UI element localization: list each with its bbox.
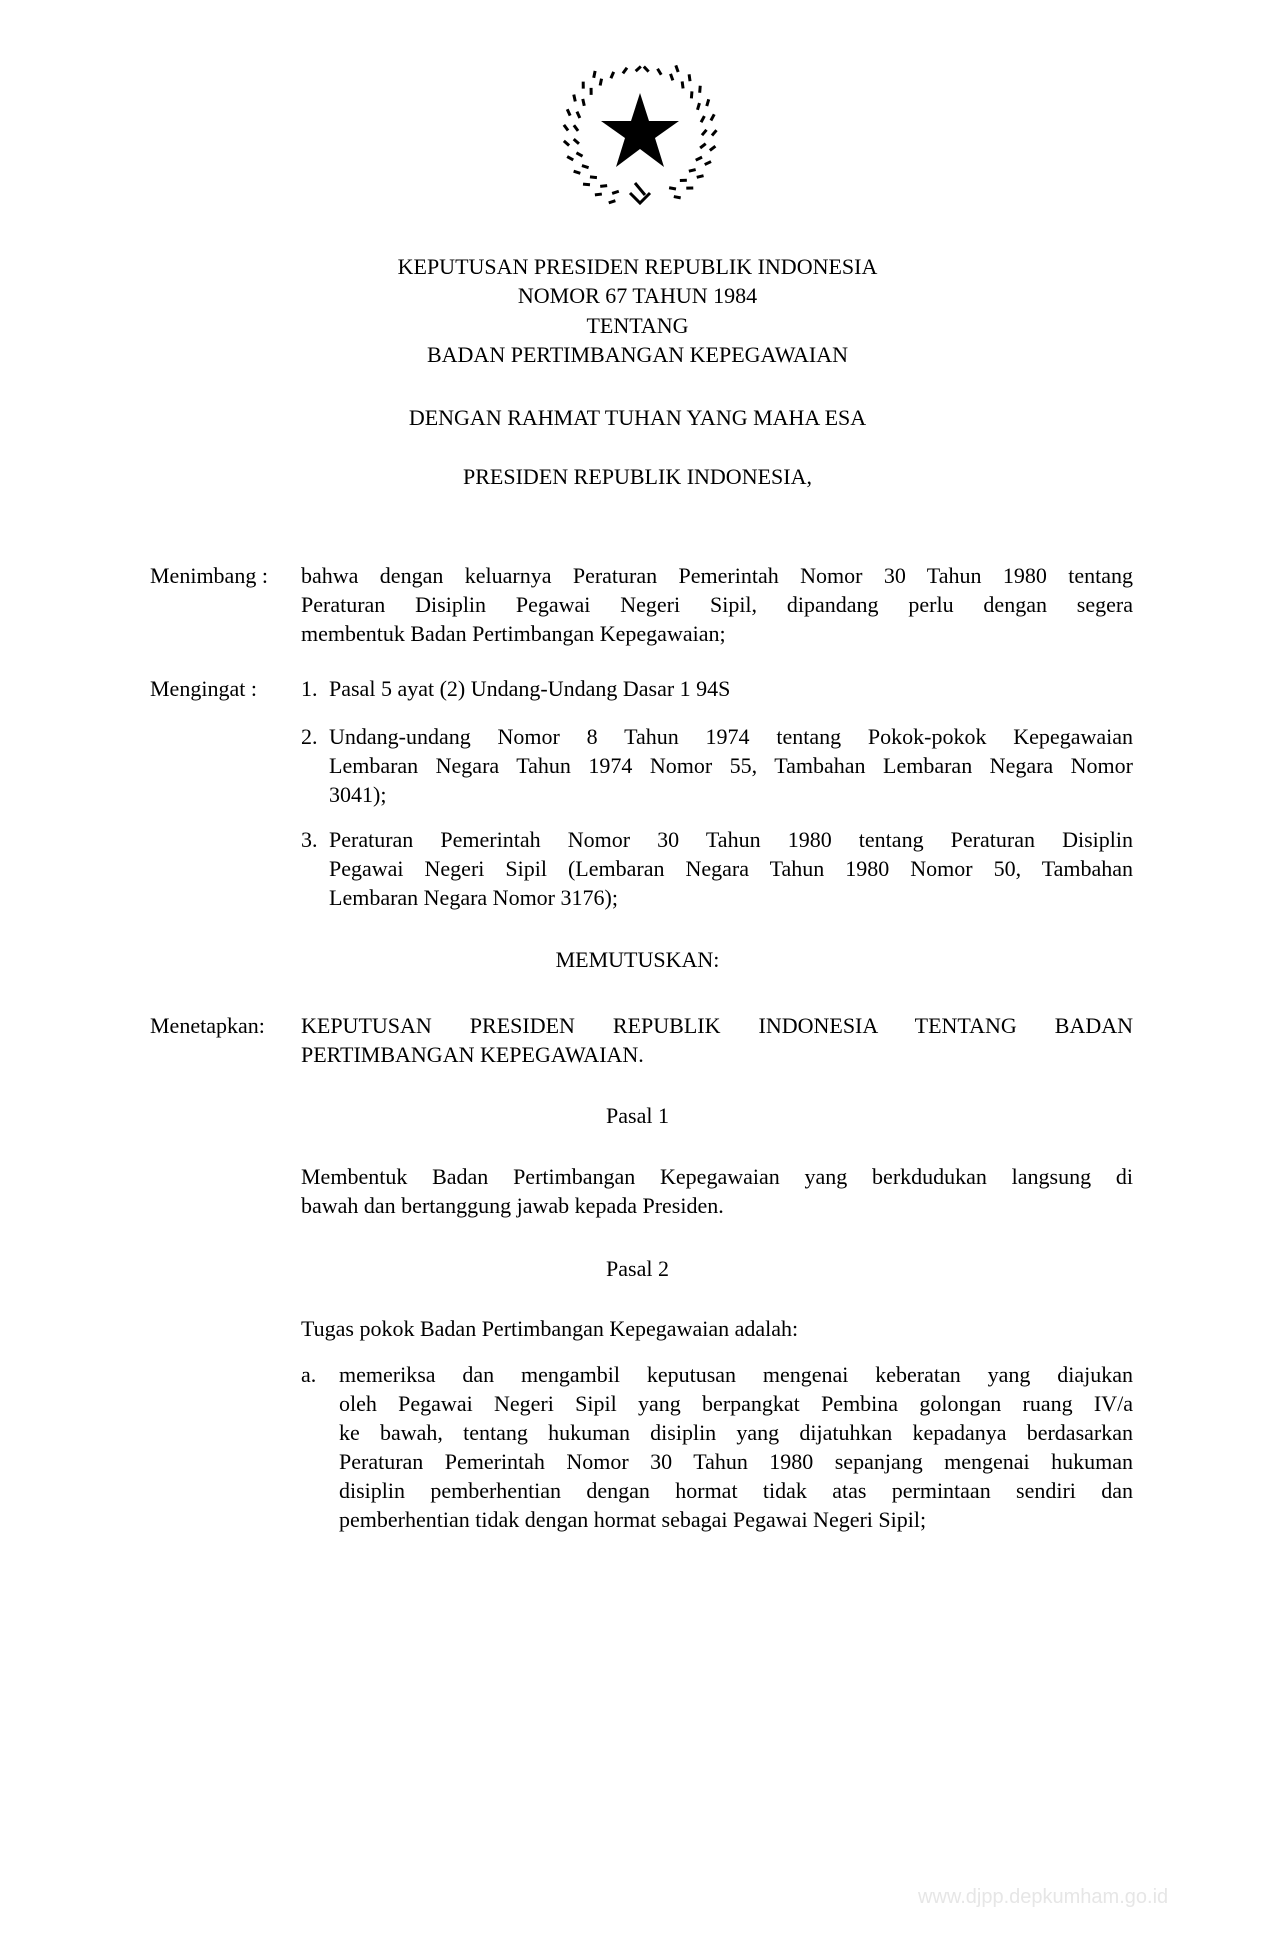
wreath-leaf — [590, 177, 597, 178]
mengingat-item-3 — [329, 825, 1133, 912]
text-line: KEPUTUSAN PRESIDEN REPUBLIK INDONESIA TENTANG BADAN — [301, 1013, 1133, 1038]
menetapkan-text — [301, 1011, 1133, 1069]
wreath-leaf — [691, 91, 692, 98]
text-line: PERTIMBANGAN KEPEGAWAIAN. — [301, 1042, 644, 1067]
wreath-leaf — [702, 130, 707, 135]
mengingat-label: Mengingat : — [150, 676, 257, 701]
wreath-leaf — [697, 176, 704, 178]
president-heading: PRESIDEN REPUBLIK INDONESIA, — [463, 464, 812, 489]
wreath-leaf — [574, 171, 581, 173]
text-line: Pasal 5 ayat (2) Undang-Undang Dasar 1 94S — [329, 676, 731, 701]
title-line-3: TENTANG — [586, 313, 689, 338]
text-line: Lembaran Negara Nomor 3176); — [329, 885, 618, 910]
invocation: DENGAN RAHMAT TUHAN YANG MAHA ESA — [408, 405, 867, 430]
wreath-leaf — [674, 197, 681, 198]
title-line-1: KEPUTUSAN PRESIDEN REPUBLIK INDONESIA — [397, 254, 878, 279]
wreath-leaf — [700, 86, 701, 93]
wreath-leaf — [711, 114, 714, 120]
text-line: Tugas pokok Badan Pertimbangan Kepegawaian adalah: — [301, 1316, 799, 1341]
item-letter: a. — [301, 1362, 317, 1387]
title-line-2: NOMOR 67 TAHUN 1984 — [517, 283, 758, 308]
watermark: www.djpp.depkumham.go.id — [918, 1886, 1169, 1908]
wreath-leaf — [594, 71, 595, 78]
text-line: Peraturan Disiplin Pegawai Negeri Sipil, dipandang perlu dengan segera — [301, 592, 1133, 617]
wreath-leaf — [658, 69, 662, 75]
wreath-leaf — [611, 72, 614, 78]
wreath-leaf — [595, 194, 602, 195]
text-line: disiplin pemberhentian dengan hormat tidak atas permintaan sendiri dan — [339, 1478, 1133, 1503]
wreath-leaf — [576, 153, 582, 156]
pasal-2-heading: Pasal 2 — [606, 1256, 669, 1281]
wreath-leaf — [689, 74, 690, 81]
menimbang-text — [301, 561, 1133, 648]
text-line: ke bawah, tentang hukuman disiplin yang dijatuhkan kepadanya berdasarkan — [339, 1420, 1133, 1445]
presidential-emblem — [555, 55, 725, 215]
wreath-leaf — [582, 166, 589, 168]
pasal-2-item-a — [339, 1360, 1133, 1534]
text-line: memeriksa dan mengambil keputusan mengenai keberatan yang diajukan — [339, 1362, 1133, 1387]
menetapkan-label: Menetapkan: — [150, 1013, 265, 1038]
wreath-leaf — [697, 103, 699, 110]
text-line: pemberhentian tidak dengan hormat sebagai Pegawai Negeri Sipil; — [339, 1507, 927, 1532]
wreath-leaf — [712, 130, 717, 135]
text-line: 3041); — [329, 782, 387, 807]
wreath-leaf — [671, 74, 673, 81]
wreath-leaf — [705, 162, 711, 165]
item-number: 3. — [301, 827, 318, 852]
title-line-4: BADAN PERTIMBANGAN KEPEGAWAIAN — [426, 342, 849, 367]
wreath-leaf — [564, 125, 568, 131]
wreath-leaf — [609, 201, 616, 203]
wreath-leaf — [707, 99, 709, 106]
wreath-leaf — [644, 67, 649, 72]
menimbang-label: Menimbang : — [150, 563, 268, 588]
pasal-1-text — [301, 1162, 1133, 1220]
wreath-leaf — [600, 186, 607, 187]
item-number: 2. — [301, 724, 318, 749]
wreath-leaf — [623, 68, 627, 74]
text-line: Pegawai Negeri Sipil (Lembaran Negara Tahun 1980 Nomor 50, Tambahan — [329, 856, 1133, 881]
wreath-leaf — [574, 139, 579, 144]
wreath-leaf — [574, 125, 578, 131]
wreath-leaf — [682, 81, 683, 88]
memutuskan-heading: MEMUTUSKAN: — [555, 947, 720, 972]
text-line: Undang-undang Nomor 8 Tahun 1974 tentang Pokok-pokok Kepegawaian — [329, 724, 1133, 749]
wreath-leaf — [669, 188, 676, 189]
wreath-leaf — [700, 144, 706, 148]
text-line: bahwa dengan keluarnya Peraturan Pemerintah Nomor 30 Tahun 1980 tentang — [301, 563, 1133, 588]
wreath-leaf — [612, 191, 619, 193]
mengingat-item-1 — [329, 674, 1133, 703]
text-line: oleh Pegawai Negeri Sipil yang berpangkat Pembina golongan ruang IV/a — [339, 1391, 1133, 1416]
text-line: Membentuk Badan Pertimbangan Kepegawaian yang berkdudukan langsung di — [301, 1164, 1133, 1189]
text-line: Peraturan Pemerintah Nomor 30 Tahun 1980 sepanjang mengenai hukuman — [339, 1449, 1133, 1474]
text-line: Peraturan Pemerintah Nomor 30 Tahun 1980 tentang Peraturan Disiplin — [329, 827, 1133, 852]
wreath-leaf — [696, 157, 702, 160]
text-line: Lembaran Negara Tahun 1974 Nomor 55, Tambahan Lembaran Negara Nomor — [329, 753, 1133, 778]
wreath-leaf — [600, 79, 601, 86]
text-line: bawah dan bertanggung jawab kepada Presiden. — [301, 1193, 724, 1218]
text-line: membentuk Badan Pertimbangan Kepegawaian; — [301, 621, 726, 646]
item-number: 1. — [301, 676, 318, 701]
star-icon — [601, 93, 679, 167]
wreath-leaf — [636, 66, 641, 71]
wreath-leaf — [567, 109, 570, 115]
wreath-leaf — [676, 65, 678, 72]
wreath-leaf — [710, 146, 716, 150]
wreath-leaf — [583, 184, 590, 185]
wreath-leaf — [583, 99, 585, 106]
mengingat-item-2 — [329, 722, 1133, 809]
wreath-leaf — [577, 112, 580, 118]
wreath-leaf — [701, 116, 704, 122]
wreath-leaf — [564, 141, 569, 146]
wreath-leaf — [567, 157, 573, 160]
pasal-1-heading: Pasal 1 — [606, 1103, 669, 1128]
pasal-2-intro — [301, 1314, 1133, 1343]
wreath-leaf — [689, 170, 696, 172]
wreath-leaf — [574, 95, 576, 102]
